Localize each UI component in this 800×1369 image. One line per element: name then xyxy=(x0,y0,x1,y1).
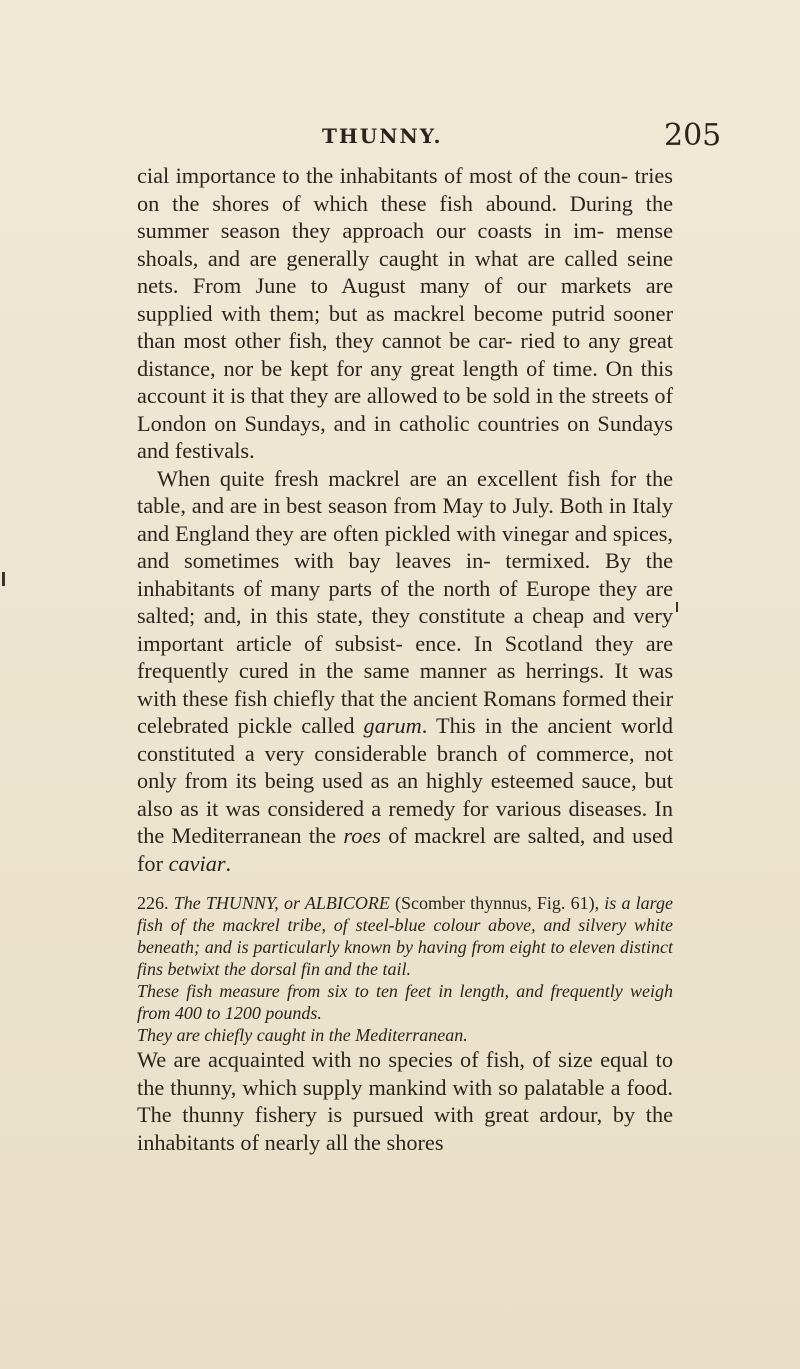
page-header xyxy=(0,118,800,164)
running-title: THUNNY. xyxy=(322,124,443,148)
entry-range-note: They are chiefly caught in the Mediterranean. xyxy=(137,1025,468,1045)
caviar-term: caviar xyxy=(168,850,226,876)
paragraph-mackrel-markets: cial importance to the inhabitants of most of the coun- tries on the shores of which these fish abound. During the summer season they approach our coasts in im- mense shoals, and are generally caught in what are called seine nets. From June to August many of our markets are supplied with them; but as mackrel become putrid sooner than most other fish, they cannot be car- ried to any great distance, nor be kept for any great length of time. On this account it is that they are allowed to be sold in the streets of London on Sundays, and in catholic countries on Sundays and festivals. xyxy=(137,163,673,463)
paragraph-text: . xyxy=(225,850,232,876)
paragraph-mackrel-uses xyxy=(137,465,673,878)
paragraph-thunny-fishery: We are acquainted with no species of fish, of size equal to the thunny, which supply mankind with so palatable a food. The thunny fishery is pursued with great ardour, by the inhabitants of nearly all the shores xyxy=(137,1047,673,1155)
garum-term: garum xyxy=(363,713,422,738)
margin-mark xyxy=(676,602,678,612)
page-number: 205 xyxy=(664,118,722,153)
roes-term: roes xyxy=(343,823,381,848)
entry-description: is a large fish of the mackrel tribe, of steel-blue colour above, and silvery white beneath; and is particularly known by having from eight to eleven distinct fins betwixt the dorsal fin and the tail. xyxy=(137,893,673,979)
entry-heading xyxy=(137,892,673,980)
page-edge-mark xyxy=(2,572,5,586)
entry-latin: (Scomber thynnus, Fig. 61), xyxy=(389,893,605,913)
entry-size-note: These fish measure from six to ten feet in length, and frequently weigh from 400 to 1200 pounds. xyxy=(137,981,673,1023)
paragraph-text: of mackrel are salted, and used for xyxy=(137,823,673,876)
paragraph-text: When quite fresh mackrel are an excellent fish for the table, and are in best season from May to July. Both in Italy and England they are often pickled with vinegar and spices, and sometimes with bay leaves in- termixed. By the inhabitants of many parts of the north of Europe they are salted; and, in this state, they constitute a cheap and very important article of subsist- ence. In Scotland they are frequently cured in the same manner as herrings. It was with these fish chiefly that the ancient Romans formed their celebrated pickle called xyxy=(137,465,673,738)
entry-name: The THUNNY, or ALBICORE xyxy=(173,893,390,913)
entry-number: 226. xyxy=(137,893,169,913)
paragraph-text: . This in the ancient world constituted a very considerable branch of commerce, not only from its being used as an highly esteemed sauce, but also as it was considered a remedy for various diseases. In the Mediterranean the xyxy=(137,713,673,848)
thunny-entry xyxy=(137,892,673,980)
body-text xyxy=(137,162,673,1156)
